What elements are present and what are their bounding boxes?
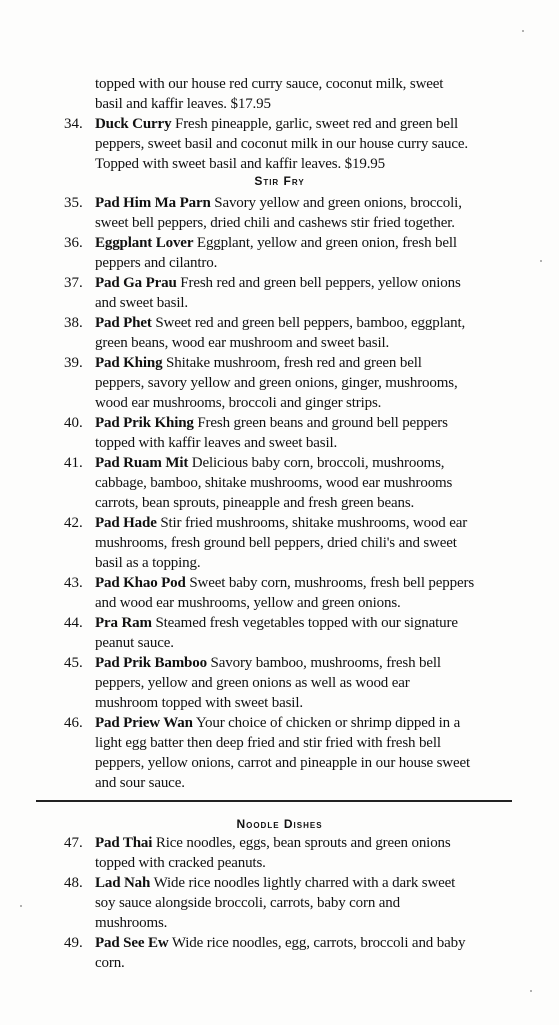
menu-item-description: Fresh red and green bell peppers, yellow onions: [176, 275, 461, 291]
menu-item-description: basil as a topping.: [95, 555, 201, 571]
menu-item-description: Sweet red and green bell peppers, bamboo, eggplant,: [151, 315, 466, 331]
menu-item-name: Pad Phet: [95, 315, 152, 331]
menu-item-description: peppers, savory yellow and green onions, ginger, mushrooms,: [95, 375, 458, 391]
scan-speck: [20, 905, 22, 907]
item-number: 37.: [64, 275, 83, 291]
menu-item-line: [95, 193, 525, 213]
menu-item-description: peppers, sweet basil and coconut milk in our house curry sauce.: [95, 136, 468, 152]
menu-item-name: Pad Prik Bamboo: [95, 655, 207, 671]
item-number: 35.: [64, 195, 83, 211]
menu-item-description: Rice noodles, eggs, bean sprouts and green onions: [152, 835, 451, 851]
menu-item-name: Pad See Ew: [95, 935, 169, 951]
menu-item-line: [95, 713, 525, 733]
section-heading: Stir Fry: [254, 174, 305, 188]
menu-item-name: Pad Prik Khing: [95, 415, 194, 431]
menu-item-description: green beans, wood ear mushroom and sweet basil.: [95, 335, 390, 351]
section-heading: Noodle Dishes: [236, 817, 323, 831]
menu-item-line: [95, 114, 525, 134]
menu-item-description: wood ear mushrooms, broccoli and ginger strips.: [95, 395, 382, 411]
menu-item-description: Sweet baby corn, mushrooms, fresh bell peppers: [185, 575, 475, 591]
item-number: 39.: [64, 355, 83, 371]
item-number: 49.: [64, 935, 83, 951]
menu-item-name: Pad Khao Pod: [95, 575, 186, 591]
menu-item-description: Savory bamboo, mushrooms, fresh bell: [206, 655, 441, 671]
item-number: 45.: [64, 655, 83, 671]
scan-speck: [530, 990, 532, 992]
menu-item-description: Delicious baby corn, broccoli, mushrooms,: [188, 455, 445, 471]
menu-item-description: corn.: [95, 955, 125, 971]
menu-item-name: Lad Nah: [95, 875, 151, 891]
menu-item-description: Savory yellow and green onions, broccoli,: [210, 195, 462, 211]
menu-item-name: Duck Curry: [95, 116, 172, 132]
menu-item-description: peppers, yellow and green onions as well as wood ear: [95, 675, 410, 691]
menu-item-description: Your choice of chicken or shrimp dipped in a: [192, 715, 461, 731]
menu-item-description: mushrooms.: [95, 915, 168, 931]
menu-item-name: Pad Priew Wan: [95, 715, 193, 731]
menu-item-name: Pad Thai: [95, 835, 153, 851]
menu-item-line: [95, 833, 525, 853]
menu-item-description: Shitake mushroom, fresh red and green bell: [162, 355, 422, 371]
menu-item-line: [95, 653, 525, 673]
menu-item-description: peppers and cilantro.: [95, 255, 218, 271]
menu-item-line: [95, 573, 525, 593]
menu-item-description: and sweet basil.: [95, 295, 188, 311]
menu-item-line: [95, 613, 525, 633]
menu-item-description: Fresh green beans and ground bell peppers: [193, 415, 448, 431]
menu-item-description: Wide rice noodles, egg, carrots, broccoli and baby: [168, 935, 466, 951]
scan-speck: [540, 260, 542, 262]
menu-item-line: [95, 413, 525, 433]
menu-item-name: Pra Ram: [95, 615, 152, 631]
item-number: 38.: [64, 315, 83, 331]
menu-item-description: and sour sauce.: [95, 775, 185, 791]
menu-item-description: light egg batter then deep fried and stir fried with fresh bell: [95, 735, 441, 751]
item-number: 46.: [64, 715, 83, 731]
section-divider: [36, 800, 512, 802]
menu-item-line: [95, 513, 525, 533]
menu-item-line: [95, 273, 525, 293]
menu-item-line: [95, 353, 525, 373]
menu-item-description: topped with kaffir leaves and sweet basil.: [95, 435, 338, 451]
menu-item-name: Eggplant Lover: [95, 235, 194, 251]
menu-item-description: Eggplant, yellow and green onion, fresh bell: [193, 235, 457, 251]
menu-item-description: peppers, yellow onions, carrot and pineapple in our house sweet: [95, 755, 471, 771]
item-number: 44.: [64, 615, 83, 631]
menu-item-description: Stir fried mushrooms, shitake mushrooms, wood ear: [156, 515, 468, 531]
menu-item-description: cabbage, bamboo, shitake mushrooms, wood ear mushrooms: [95, 475, 453, 491]
scan-speck: [522, 30, 524, 32]
item-number: 41.: [64, 455, 83, 471]
menu-item-line: [95, 933, 525, 953]
menu-item-description: Fresh pineapple, garlic, sweet red and green bell: [171, 116, 458, 132]
item-number: 48.: [64, 875, 83, 891]
menu-item-description: sweet bell peppers, dried chili and cashews stir fried together.: [95, 215, 455, 231]
item-number: 43.: [64, 575, 83, 591]
menu-item-description: and wood ear mushrooms, yellow and green onions.: [95, 595, 401, 611]
menu-item-name: Pad Ga Prau: [95, 275, 177, 291]
menu-item-description: Steamed fresh vegetables topped with our signature: [151, 615, 458, 631]
item-number: 47.: [64, 835, 83, 851]
intro-line: basil and kaffir leaves. $17.95: [95, 96, 271, 112]
item-number: 34.: [64, 116, 83, 132]
menu-item-description: Wide rice noodles lightly charred with a dark sweet: [150, 875, 456, 891]
menu-item-description: mushroom topped with sweet basil.: [95, 695, 303, 711]
item-number: 42.: [64, 515, 83, 531]
menu-item-description: peanut sauce.: [95, 635, 174, 651]
menu-item-description: carrots, bean sprouts, pineapple and fresh green beans.: [95, 495, 415, 511]
menu-item-name: Pad Khing: [95, 355, 163, 371]
item-number: 40.: [64, 415, 83, 431]
menu-item-description: soy sauce alongside broccoli, carrots, baby corn and: [95, 895, 401, 911]
menu-item-name: Pad Him Ma Parn: [95, 195, 211, 211]
menu-item-line: [95, 313, 525, 333]
menu-item-line: [95, 233, 525, 253]
menu-item-description: topped with cracked peanuts.: [95, 855, 266, 871]
menu-item-line: [95, 873, 525, 893]
menu-item-line: [95, 453, 525, 473]
menu-item-description: Topped with sweet basil and kaffir leaves. $19.95: [95, 156, 385, 172]
menu-item-description: mushrooms, fresh ground bell peppers, dried chili's and sweet: [95, 535, 457, 551]
intro-line: topped with our house red curry sauce, coconut milk, sweet: [95, 76, 444, 92]
menu-item-name: Pad Ruam Mit: [95, 455, 189, 471]
item-number: 36.: [64, 235, 83, 251]
menu-item-name: Pad Hade: [95, 515, 157, 531]
